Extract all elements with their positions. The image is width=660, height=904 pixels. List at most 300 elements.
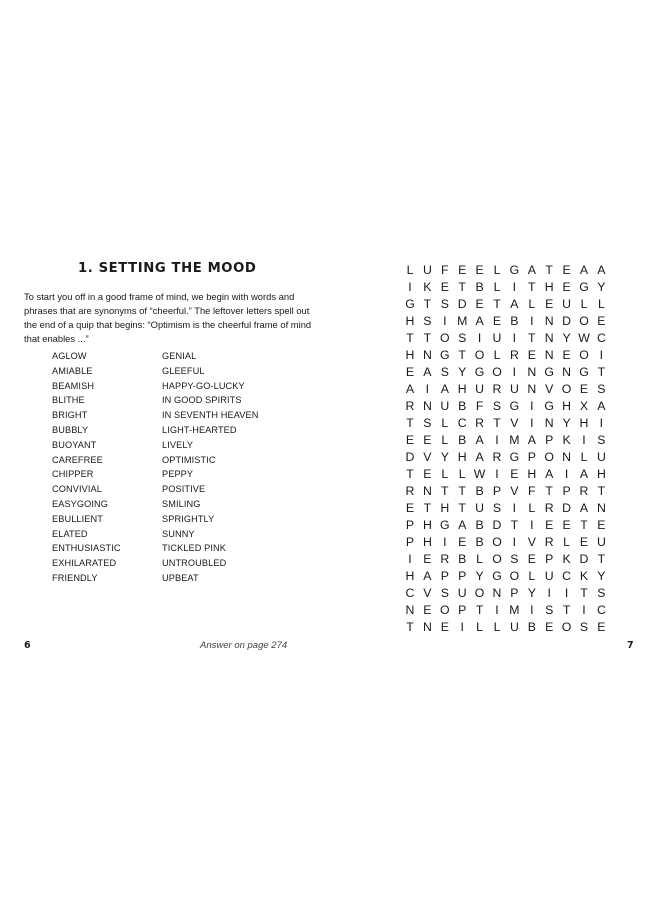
grid-letter: R — [544, 501, 554, 515]
grid-letter: L — [493, 620, 501, 634]
grid-letter: I — [530, 314, 534, 328]
grid-letter: E — [475, 297, 484, 311]
grid-letter: O — [474, 348, 485, 362]
grid-letter: L — [528, 501, 536, 515]
grid-letter: G — [579, 280, 589, 294]
word-list-column-1 — [52, 349, 121, 586]
grid-letter: G — [509, 263, 520, 277]
word-list-item: ENTHUSIASTIC — [52, 543, 121, 554]
grid-letter: O — [509, 569, 520, 583]
grid-letter: Y — [527, 586, 536, 600]
grid-letter: T — [597, 365, 606, 379]
grid-letter: T — [493, 297, 501, 311]
grid-letter: L — [493, 280, 501, 294]
word-list-item: BRIGHT — [52, 410, 88, 421]
word-list-item: UPBEAT — [162, 572, 199, 583]
grid-letter: T — [545, 263, 553, 277]
grid-letter: A — [475, 433, 484, 447]
grid-letter: B — [527, 620, 536, 634]
grid-letter: V — [510, 416, 519, 430]
grid-letter: I — [564, 467, 569, 481]
word-list-item: GLEEFUL — [162, 365, 205, 376]
grid-letter: I — [495, 467, 499, 481]
grid-letter: H — [457, 450, 467, 464]
grid-letter: I — [512, 331, 517, 345]
grid-letter: S — [440, 297, 449, 311]
grid-letter: G — [544, 399, 554, 413]
grid-letter: G — [509, 450, 520, 464]
puzzle-title: 1. SETTING THE MOOD — [78, 261, 257, 276]
grid-letter: X — [579, 399, 589, 413]
grid-letter: R — [492, 450, 502, 464]
grid-letter: A — [475, 314, 484, 328]
grid-letter: E — [405, 365, 415, 379]
grid-letter: A — [597, 399, 606, 413]
grid-letter: T — [458, 280, 466, 294]
grid-letter: W — [473, 467, 486, 481]
grid-letter: A — [597, 263, 606, 277]
grid-letter: N — [527, 365, 537, 379]
word-list-item: BUOYANT — [52, 439, 97, 450]
grid-letter: E — [423, 603, 432, 617]
grid-letter: O — [561, 620, 572, 634]
page-number-left: 6 — [24, 640, 31, 651]
grid-letter: O — [492, 365, 502, 379]
grid-letter: T — [423, 501, 432, 515]
grid-letter: S — [423, 314, 432, 328]
grid-letter: T — [406, 331, 414, 345]
grid-letter: N — [527, 382, 537, 396]
grid-letter: I — [495, 433, 499, 447]
grid-letter: T — [423, 297, 432, 311]
grid-letter: B — [458, 433, 467, 447]
grid-letter: K — [562, 552, 571, 566]
grid-letter: R — [579, 484, 589, 498]
grid-letter: I — [530, 416, 534, 430]
grid-letter: P — [405, 518, 415, 532]
grid-letter: A — [458, 518, 467, 532]
grid-letter: E — [597, 518, 606, 532]
grid-letter: G — [579, 365, 589, 379]
grid-letter: A — [475, 450, 484, 464]
word-list-item: ELATED — [52, 528, 88, 539]
grid-letter: C — [596, 331, 606, 345]
word-list — [52, 349, 312, 589]
grid-letter: E — [527, 348, 536, 362]
word-list-item: POSITIVE — [162, 484, 206, 495]
puzzle-instructions: To start you off in a good frame of mind, we begin with words and phrases that are synonyms of “cheerful.” The leftover letters spell out the end of a quip that begins: “Optimism is the cheerful frame of mind that enables ...” — [24, 291, 312, 344]
word-list-item: CAREFREE — [52, 454, 103, 465]
grid-letter: I — [477, 331, 482, 345]
grid-letter: B — [475, 518, 484, 532]
grid-letter: B — [458, 552, 467, 566]
grid-letter: O — [544, 450, 554, 464]
word-list-column-2 — [162, 349, 259, 586]
grid-letter: T — [580, 586, 588, 600]
grid-letter: K — [423, 280, 432, 294]
grid-letter: U — [544, 569, 554, 583]
grid-letter: R — [405, 484, 415, 498]
grid-letter: H — [422, 518, 432, 532]
grid-letter: T — [423, 331, 432, 345]
grid-letter: G — [492, 569, 502, 583]
grid-letter: H — [440, 501, 450, 515]
word-list-item: SMILING — [162, 498, 201, 509]
grid-letter: I — [530, 603, 534, 617]
grid-letter: P — [458, 569, 467, 583]
grid-letter: I — [512, 365, 517, 379]
grid-letter: B — [475, 535, 484, 549]
grid-letter: M — [509, 603, 520, 617]
grid-letter: T — [493, 416, 501, 430]
grid-letter: C — [457, 416, 467, 430]
grid-letter: L — [493, 263, 501, 277]
grid-letter: A — [510, 297, 519, 311]
grid-letter: U — [440, 399, 450, 413]
grid-letter: E — [475, 263, 484, 277]
grid-letter: T — [510, 518, 519, 532]
grid-letter: B — [475, 280, 484, 294]
grid-letter: I — [530, 399, 534, 413]
grid-letter: N — [422, 399, 432, 413]
grid-letter: I — [564, 586, 569, 600]
grid-letter: F — [475, 399, 484, 413]
grid-letter: T — [441, 484, 449, 498]
grid-letter: I — [443, 314, 447, 328]
grid-letter: D — [405, 450, 415, 464]
grid-letter: F — [441, 263, 449, 277]
grid-letter: S — [440, 586, 449, 600]
grid-letter: S — [597, 433, 606, 447]
grid-letter: I — [530, 518, 534, 532]
grid-letter: W — [578, 331, 590, 345]
grid-letter: G — [544, 365, 554, 379]
grid-letter: E — [527, 552, 536, 566]
grid-letter: H — [579, 416, 589, 430]
grid-letter: B — [458, 399, 467, 413]
grid-letter: P — [545, 552, 554, 566]
grid-letter: E — [405, 501, 415, 515]
word-list-item: EBULLIENT — [52, 513, 103, 524]
grid-letter: D — [562, 314, 572, 328]
grid-letter: H — [405, 314, 415, 328]
grid-letter: L — [441, 433, 449, 447]
grid-letter: R — [509, 348, 519, 362]
word-list-item: LIVELY — [162, 439, 194, 450]
word-list-item: BEAMISH — [52, 380, 95, 391]
grid-letter: T — [458, 501, 466, 515]
grid-letter: U — [509, 382, 519, 396]
grid-letter: E — [423, 552, 432, 566]
grid-letter: P — [545, 433, 554, 447]
grid-letter: P — [405, 535, 415, 549]
grid-letter: D — [562, 501, 572, 515]
grid-letter: P — [562, 484, 571, 498]
grid-letter: A — [579, 263, 589, 277]
grid-letter: T — [458, 348, 466, 362]
grid-letter: V — [423, 450, 432, 464]
grid-letter: V — [527, 535, 536, 549]
grid-letter: I — [460, 620, 464, 634]
grid-letter: L — [476, 552, 484, 566]
grid-letter: U — [492, 331, 502, 345]
grid-letter: K — [562, 433, 571, 447]
grid-letter: S — [510, 552, 519, 566]
grid-letter: S — [440, 365, 449, 379]
grid-letter: H — [544, 280, 554, 294]
grid-letter: R — [544, 535, 554, 549]
grid-letter: T — [528, 280, 536, 294]
grid-letter: O — [579, 314, 589, 328]
word-list-item: HAPPY-GO-LUCKY — [162, 380, 245, 391]
grid-letter: L — [580, 450, 588, 464]
word-list-item: UNTROUBLED — [162, 558, 227, 569]
grid-letter: E — [510, 467, 519, 481]
grid-letter: Y — [597, 569, 606, 583]
grid-letter: T — [562, 603, 571, 617]
grid-letter: T — [597, 552, 606, 566]
word-search-grid — [403, 262, 606, 636]
grid-letter: A — [423, 365, 432, 379]
grid-letter: G — [474, 365, 485, 379]
grid-letter: N — [596, 501, 606, 515]
word-list-item: CHIPPER — [52, 469, 94, 480]
grid-letter: E — [458, 535, 467, 549]
grid-letter: A — [440, 382, 449, 396]
grid-letter: I — [582, 603, 586, 617]
grid-letter: E — [545, 297, 554, 311]
word-list-item: CONVIVIAL — [52, 484, 102, 495]
grid-letter: C — [405, 586, 415, 600]
grid-letter: T — [528, 331, 536, 345]
grid-letter: I — [495, 603, 499, 617]
grid-letter: R — [475, 416, 485, 430]
grid-letter: E — [492, 314, 502, 328]
grid-letter: P — [458, 603, 467, 617]
word-list-item: EXHILARATED — [52, 558, 117, 569]
grid-letter: T — [545, 484, 553, 498]
left-page — [24, 258, 324, 583]
grid-letter: A — [545, 467, 554, 481]
word-list-item: SUNNY — [162, 528, 195, 539]
grid-letter: G — [509, 399, 520, 413]
grid-letter: I — [408, 552, 412, 566]
grid-letter: O — [440, 331, 450, 345]
word-list-item: IN GOOD SPIRITS — [162, 395, 242, 406]
grid-letter: U — [509, 620, 519, 634]
grid-letter: T — [580, 518, 588, 532]
grid-letter: T — [406, 467, 414, 481]
grid-letter: G — [405, 297, 415, 311]
grid-letter: G — [440, 518, 450, 532]
word-list-item: SPRIGHTLY — [162, 513, 215, 524]
grid-letter: A — [405, 382, 415, 396]
grid-letter: E — [562, 280, 571, 294]
grid-letter: U — [596, 450, 606, 464]
grid-letter: I — [408, 280, 412, 294]
grid-letter: O — [474, 586, 485, 600]
grid-letter: I — [547, 586, 551, 600]
grid-letter: L — [528, 569, 536, 583]
grid-letter: H — [405, 569, 415, 583]
grid-letter: E — [545, 518, 554, 532]
grid-letter: T — [597, 484, 606, 498]
grid-letter: O — [579, 348, 589, 362]
grid-letter: S — [579, 620, 589, 634]
grid-letter: E — [597, 620, 606, 634]
word-list-item: BLITHE — [52, 395, 85, 406]
grid-letter: L — [458, 467, 466, 481]
grid-letter: E — [545, 620, 554, 634]
grid-letter: P — [440, 569, 449, 583]
grid-letter: I — [582, 433, 586, 447]
word-list-item: IN SEVENTH HEAVEN — [162, 410, 259, 421]
grid-letter: I — [599, 416, 604, 430]
grid-letter: A — [527, 263, 536, 277]
grid-letter: O — [440, 603, 450, 617]
grid-letter: Y — [440, 450, 449, 464]
grid-letter: D — [457, 297, 467, 311]
grid-letter: T — [406, 620, 414, 634]
word-list-item: GENIAL — [162, 351, 197, 361]
grid-letter: T — [458, 484, 466, 498]
grid-letter: Y — [458, 365, 467, 379]
grid-letter: U — [457, 586, 467, 600]
grid-letter: B — [475, 484, 484, 498]
grid-letter: C — [562, 569, 572, 583]
grid-letter: P — [527, 450, 536, 464]
grid-letter: H — [562, 399, 572, 413]
grid-letter: O — [492, 535, 502, 549]
word-list-item: LIGHT-HEARTED — [162, 424, 237, 435]
grid-letter: Y — [475, 569, 484, 583]
grid-letter: U — [596, 535, 606, 549]
grid-letter: E — [562, 518, 571, 532]
grid-letter: A — [423, 569, 432, 583]
grid-letter: R — [405, 399, 415, 413]
word-list-item: TICKLED PINK — [162, 543, 226, 554]
grid-letter: I — [512, 280, 517, 294]
word-list-item: AMIABLE — [52, 365, 93, 376]
grid-letter: E — [423, 467, 432, 481]
grid-letter: V — [510, 484, 519, 498]
word-list-item: FRIENDLY — [52, 572, 98, 583]
grid-letter: Y — [597, 280, 606, 294]
grid-letter: N — [422, 348, 432, 362]
grid-letter: H — [596, 467, 606, 481]
grid-letter: U — [475, 382, 485, 396]
grid-letter: E — [579, 535, 589, 549]
grid-letter: E — [562, 348, 571, 362]
page-number-right: 7 — [627, 640, 634, 651]
grid-letter: N — [422, 620, 432, 634]
grid-letter: S — [597, 586, 606, 600]
grid-letter: Y — [562, 331, 571, 345]
word-list-item: OPTIMISTIC — [162, 454, 216, 465]
grid-letter: V — [545, 382, 554, 396]
grid-letter: S — [545, 603, 554, 617]
grid-letter: L — [563, 535, 571, 549]
grid-letter: O — [492, 552, 502, 566]
grid-letter: U — [475, 501, 485, 515]
grid-letter: N — [422, 484, 432, 498]
grid-letter: E — [405, 433, 415, 447]
grid-letter: U — [422, 263, 432, 277]
grid-letter: M — [509, 433, 520, 447]
word-list-item: AGLOW — [52, 351, 87, 361]
grid-letter: D — [492, 518, 502, 532]
grid-letter: E — [440, 280, 449, 294]
grid-letter: U — [562, 297, 572, 311]
grid-letter: L — [441, 467, 449, 481]
grid-letter: M — [457, 314, 468, 328]
grid-letter: N — [562, 365, 572, 379]
grid-letter: N — [544, 416, 554, 430]
grid-letter: E — [440, 620, 449, 634]
word-list-item: PEPPY — [162, 469, 194, 480]
grid-letter: A — [579, 501, 589, 515]
grid-letter: H — [422, 535, 432, 549]
grid-letter: N — [562, 450, 572, 464]
grid-letter: L — [493, 348, 501, 362]
grid-letter: E — [579, 382, 589, 396]
answer-reference: Answer on page 274 — [200, 640, 288, 651]
grid-letter: E — [562, 263, 571, 277]
grid-letter: L — [597, 297, 605, 311]
grid-letter: G — [440, 348, 450, 362]
grid-letter: L — [406, 263, 414, 277]
grid-letter: H — [405, 348, 415, 362]
grid-letter: N — [544, 331, 554, 345]
grid-letter: T — [406, 416, 414, 430]
grid-letter: R — [440, 552, 450, 566]
grid-letter: L — [580, 297, 588, 311]
grid-letter: R — [492, 382, 502, 396]
grid-letter: D — [579, 552, 589, 566]
grid-letter: E — [458, 263, 467, 277]
grid-letter: I — [425, 382, 430, 396]
grid-letter: C — [596, 603, 606, 617]
grid-letter: L — [476, 620, 484, 634]
grid-letter: A — [527, 433, 536, 447]
grid-letter: S — [597, 382, 606, 396]
grid-letter: E — [597, 314, 606, 328]
grid-letter: S — [492, 399, 502, 413]
grid-letter: S — [423, 416, 432, 430]
word-list-item: BUBBLY — [52, 424, 89, 435]
grid-letter: A — [579, 467, 589, 481]
grid-letter: L — [441, 416, 449, 430]
grid-letter: L — [528, 297, 536, 311]
grid-letter: Y — [562, 416, 571, 430]
grid-letter: N — [492, 586, 502, 600]
grid-letter: N — [544, 348, 554, 362]
grid-letter: S — [458, 331, 467, 345]
grid-letter: V — [423, 586, 432, 600]
grid-letter: T — [475, 603, 484, 617]
grid-letter: E — [423, 433, 432, 447]
grid-letter: P — [492, 484, 502, 498]
grid-letter: N — [405, 603, 415, 617]
grid-letter: I — [512, 501, 517, 515]
grid-letter: S — [492, 501, 502, 515]
grid-letter: H — [527, 467, 537, 481]
grid-letter: B — [510, 314, 519, 328]
word-list-item: EASYGOING — [52, 498, 109, 509]
grid-letter: H — [457, 382, 467, 396]
grid-letter: K — [579, 569, 589, 583]
grid-letter: O — [561, 382, 572, 396]
